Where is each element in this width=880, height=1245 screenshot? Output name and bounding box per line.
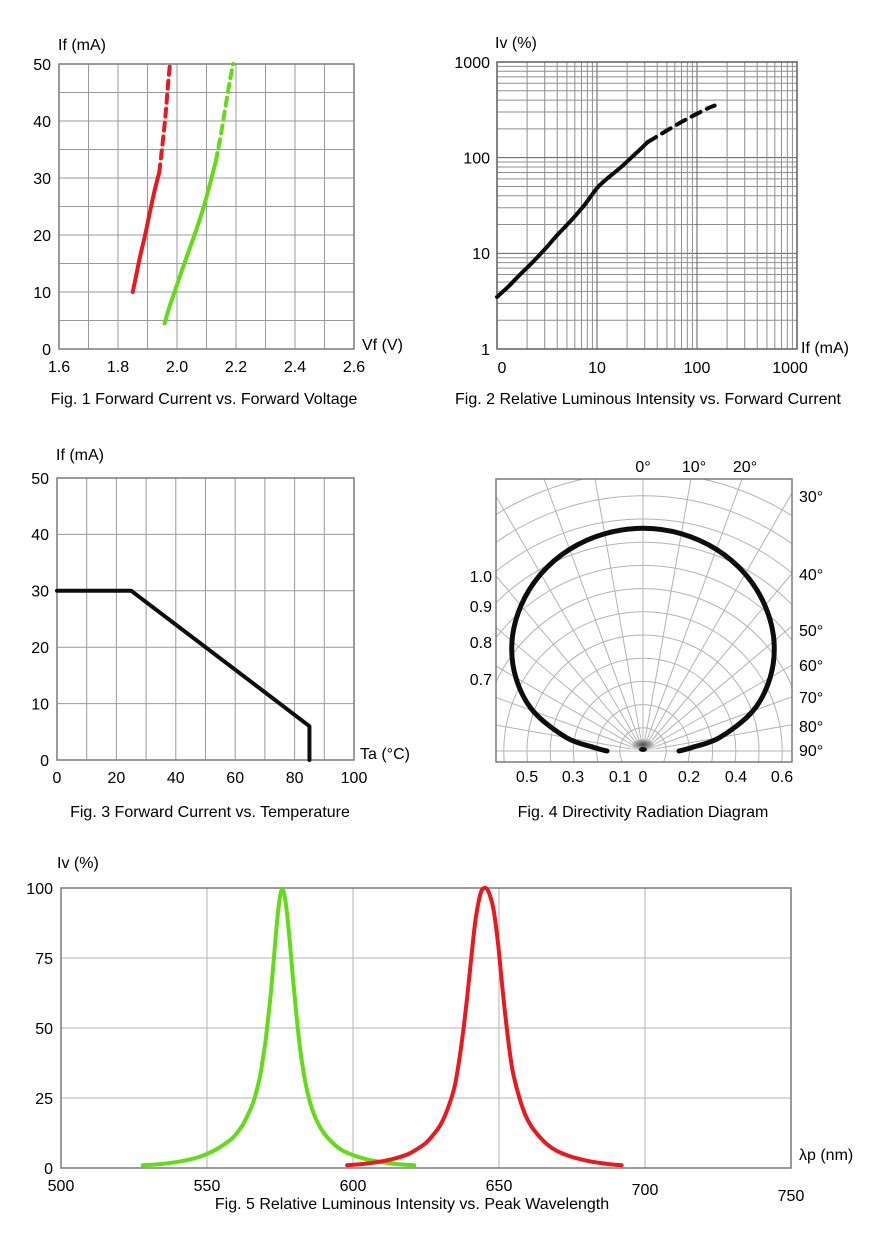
fig4-radius-label: 0.2 bbox=[677, 768, 701, 786]
fig5-y-tick-label: 75 bbox=[35, 950, 53, 968]
fig4-angle-label: 0° bbox=[635, 458, 651, 476]
fig2-y-tick-label: 10 bbox=[472, 246, 490, 264]
fig5-y-tick-label: 50 bbox=[35, 1020, 53, 1038]
fig1-y-tick-label: 10 bbox=[33, 284, 51, 302]
fig5-green-spectrum-curve bbox=[143, 889, 415, 1165]
fig4-angle-label: 80° bbox=[799, 718, 824, 736]
fig4-radius-label: 0.9 bbox=[469, 598, 492, 616]
fig4-radius-label: 0.5 bbox=[515, 768, 539, 786]
fig5-red-spectrum-curve bbox=[347, 888, 621, 1165]
fig3-y-tick-label: 40 bbox=[31, 527, 49, 545]
fig1-x-tick-label: 1.8 bbox=[106, 359, 130, 377]
fig4-radius-label: 0.4 bbox=[724, 768, 748, 786]
fig3-x-tick-label: 40 bbox=[166, 770, 185, 788]
fig1-red-led-vf-curve-dashed bbox=[159, 64, 170, 172]
fig2-x-tick-label: 1000 bbox=[772, 360, 808, 378]
fig1-x-tick-label: 1.6 bbox=[47, 359, 71, 377]
fig5-caption: Fig. 5 Relative Luminous Intensity vs. Peak Wavelength bbox=[214, 1196, 610, 1213]
fig1-x-axis-title: Vf (V) bbox=[362, 337, 403, 354]
fig5-x-tick-label: 500 bbox=[47, 1178, 75, 1196]
fig4-angle-label: 40° bbox=[799, 566, 824, 584]
fig4-plot bbox=[307, 415, 880, 1030]
fig3-derating-line-curve bbox=[57, 591, 309, 760]
fig2-y-tick-label: 100 bbox=[463, 150, 490, 168]
fig2-y-tick-label: 1000 bbox=[454, 54, 490, 72]
fig5-x-tick-label: 650 bbox=[485, 1178, 513, 1196]
fig2-caption: Fig. 2 Relative Luminous Intensity vs. Forward Current bbox=[455, 391, 841, 408]
fig1-y-tick-label: 30 bbox=[33, 170, 51, 188]
fig3-y-tick-label: 20 bbox=[31, 639, 49, 657]
fig4-radius-label: 0 bbox=[638, 768, 648, 786]
fig1-y-tick-label: 40 bbox=[33, 113, 51, 131]
fig3-x-tick-label: 60 bbox=[226, 770, 245, 788]
fig5-y-tick-label: 25 bbox=[35, 1090, 53, 1108]
fig5-x-tick-label: 600 bbox=[339, 1178, 367, 1196]
fig1-x-tick-label: 2.4 bbox=[283, 359, 307, 377]
fig3-plot bbox=[31, 471, 367, 787]
fig3-x-tick-label: 80 bbox=[285, 770, 304, 788]
fig3-x-tick-label: 20 bbox=[107, 770, 126, 788]
fig5-plot bbox=[26, 881, 804, 1205]
fig1-plot bbox=[33, 57, 365, 376]
fig1-y-tick-label: 20 bbox=[33, 227, 51, 245]
fig1-y-tick-label: 0 bbox=[42, 341, 51, 359]
fig3-x-tick-label: 100 bbox=[340, 770, 368, 788]
fig4-radius-label: 0.8 bbox=[469, 634, 492, 652]
fig4-angle-label: 30° bbox=[799, 488, 824, 506]
fig4-angle-label: 60° bbox=[799, 657, 824, 675]
fig1-green-led-vf-curve-dashed bbox=[216, 64, 233, 161]
fig4-radius-label: 0.1 bbox=[608, 768, 632, 786]
fig2-x-tick-label: 10 bbox=[588, 360, 606, 378]
fig3-y-tick-label: 10 bbox=[31, 696, 49, 714]
fig4-radius-label: 0.6 bbox=[770, 768, 794, 786]
fig3-y-tick-label: 30 bbox=[31, 583, 49, 601]
fig4-radius-label: 1.0 bbox=[469, 568, 492, 586]
fig1-green-led-vf-curve bbox=[165, 161, 216, 323]
fig5-y-tick-label: 100 bbox=[26, 880, 53, 898]
fig4-radius-label: 0.3 bbox=[561, 768, 585, 786]
fig1-y-axis-title: If (mA) bbox=[58, 37, 106, 54]
fig2-x-tick-label: 100 bbox=[683, 360, 711, 378]
fig1-y-tick-label: 50 bbox=[33, 56, 51, 74]
fig1-caption: Fig. 1 Forward Current vs. Forward Voltage bbox=[50, 391, 358, 408]
fig1-x-tick-label: 2.6 bbox=[342, 359, 366, 377]
fig2-y-axis-title: Iv (%) bbox=[495, 35, 537, 52]
fig3-caption: Fig. 3 Forward Current vs. Temperature bbox=[70, 804, 350, 821]
fig2-x-axis-title: If (mA) bbox=[801, 340, 849, 357]
fig3-x-tick-label: 0 bbox=[52, 770, 62, 788]
fig3-y-axis-title: If (mA) bbox=[56, 447, 104, 464]
fig4-angle-label: 90° bbox=[799, 742, 824, 760]
fig2-x-tick-label: 0 bbox=[497, 360, 507, 378]
fig4-radius-label: 0.7 bbox=[469, 671, 492, 689]
fig4-angle-label: 10° bbox=[681, 458, 707, 476]
fig4-angle-label: 70° bbox=[799, 689, 824, 707]
fig5-x-axis-title: λp (nm) bbox=[799, 1147, 854, 1164]
fig4-caption: Fig. 4 Directivity Radiation Diagram bbox=[517, 804, 769, 821]
fig1-red-led-vf-curve bbox=[133, 172, 160, 292]
fig5-x-tick-label: 750 bbox=[777, 1188, 805, 1206]
fig1-x-tick-label: 2.0 bbox=[165, 359, 189, 377]
fig2-y-tick-label: 1 bbox=[481, 341, 490, 359]
fig4-angle-label: 20° bbox=[732, 458, 758, 476]
fig5-y-axis-title: Iv (%) bbox=[57, 855, 99, 872]
fig3-x-axis-title: Ta (°C) bbox=[360, 746, 410, 763]
fig2-iv-vs-if-curve bbox=[497, 142, 648, 297]
fig5-x-tick-label: 550 bbox=[193, 1178, 221, 1196]
fig3-y-tick-label: 0 bbox=[40, 752, 49, 770]
fig5-y-tick-label: 0 bbox=[44, 1160, 53, 1178]
fig3-y-tick-label: 50 bbox=[31, 470, 49, 488]
fig2-plot bbox=[454, 55, 807, 377]
fig1-x-tick-label: 2.2 bbox=[224, 359, 248, 377]
fig4-angle-label: 50° bbox=[799, 622, 824, 640]
fig5-x-tick-label: 700 bbox=[631, 1182, 659, 1200]
